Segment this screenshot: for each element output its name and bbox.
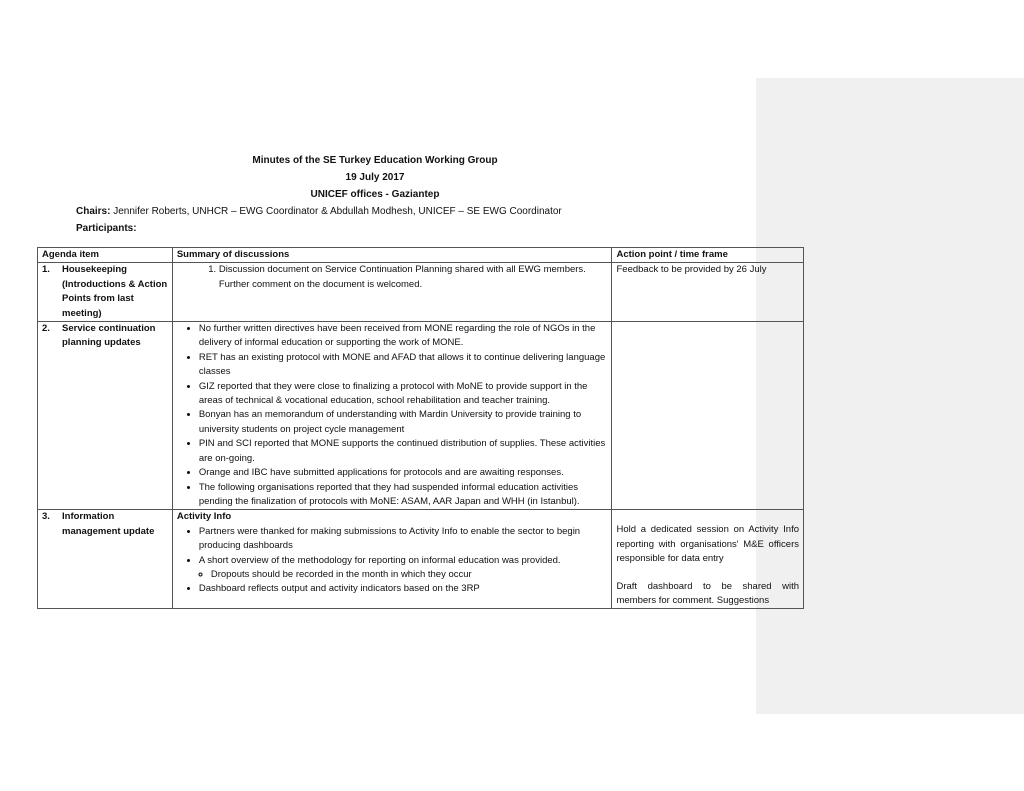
doc-date: 19 July 2017	[345, 172, 405, 183]
agenda-label: Service continuation planning updates	[62, 323, 156, 349]
list-item: • No further written directives have been received from MONE regarding the role of NGOs in the delivery of informal education or supporting the work of MONE.	[199, 322, 608, 351]
list-item: • Dashboard reflects output and activity indicators based on the 3RP	[199, 582, 608, 596]
agenda-cell	[38, 322, 173, 510]
table-row	[38, 322, 804, 510]
participants-line	[76, 220, 746, 237]
agenda-number: 2.	[42, 323, 50, 335]
participants-label: Participants:	[76, 223, 137, 234]
list-item: • The following organisations reported that they had suspended informal education activities pending the finalization of protocols with MoNE: ASAM, AAR Japan and WHH (in Istanbul).	[199, 481, 608, 510]
doc-venue: UNICEF offices - Gaziantep	[310, 189, 440, 200]
list-item: • RET has an existing protocol with MONE and AFAD that allows it to continue delivering language classes	[199, 351, 608, 380]
chairs-label: Chairs:	[76, 206, 111, 217]
minutes-table	[37, 247, 804, 609]
summary-cell	[172, 322, 612, 510]
action-cell: Feedback to be provided by 26 July	[612, 263, 804, 322]
header-summary: Summary of discussions	[172, 248, 612, 263]
summary-cell	[172, 510, 612, 609]
header-action: Action point / time frame	[612, 248, 804, 263]
action-cell	[612, 510, 804, 609]
header-agenda: Agenda item	[38, 248, 173, 263]
document-header	[76, 152, 746, 237]
list-item: • Partners were thanked for making submissions to Activity Info to enable the sector to begin producing dashboards	[199, 525, 608, 554]
doc-title: Minutes of the SE Turkey Education Working Group	[252, 155, 498, 166]
action-text: Draft dashboard to be shared with members for comment. Suggestions	[616, 580, 799, 606]
action-cell	[612, 322, 804, 510]
action-text: Hold a dedicated session on Activity Info reporting with organisations' M&E officers responsible for data entry	[616, 524, 799, 565]
agenda-label: Housekeeping (Introductions & Action Points from last meeting)	[62, 264, 168, 319]
table-row	[38, 510, 804, 609]
agenda-cell	[38, 263, 173, 322]
table-row	[38, 263, 804, 322]
agenda-label: Information management update	[62, 511, 155, 537]
subheading: Activity Info	[176, 511, 232, 523]
list-item: 1. Discussion document on Service Continuation Planning shared with all EWG members. Further comment on the document is welcomed.	[219, 263, 608, 292]
list-item: • PIN and SCI reported that MONE supports the continued distribution of supplies. These activities are on-going.	[199, 437, 608, 466]
list-item: • A short overview of the methodology for reporting on informal education was provided.	[199, 554, 608, 568]
list-item: • Bonyan has an memorandum of understanding with Mardin University to provide training to university students on project cycle management	[199, 408, 608, 437]
list-item: • Orange and IBC have submitted applications for protocols and are awaiting responses.	[199, 466, 608, 480]
table-header-row	[38, 248, 804, 263]
summary-cell	[172, 263, 612, 322]
agenda-cell	[38, 510, 173, 609]
agenda-number: 1.	[42, 264, 50, 276]
chairs-text: Jennifer Roberts, UNHCR – EWG Coordinator & Abdullah Modhesh, UNICEF – SE EWG Coordinator	[113, 206, 562, 217]
list-item: • GIZ reported that they were close to finalizing a protocol with MoNE to provide support in the areas of technical & vocational education, school rehabilitation and teacher training.	[199, 380, 608, 409]
sub-list-item: ◦ Dropouts should be recorded in the month in which they occur	[211, 568, 608, 582]
agenda-number: 3.	[42, 511, 50, 523]
chairs-line	[76, 203, 746, 220]
